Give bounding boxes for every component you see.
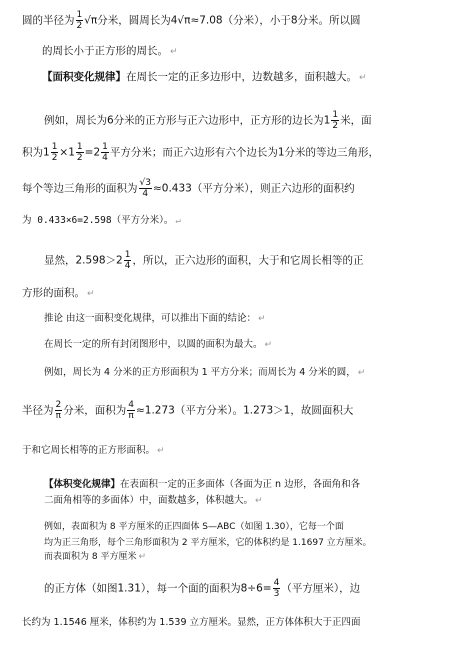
- text-line-19: [44, 550, 146, 564]
- section-heading: 【面积变化规律】: [42, 71, 126, 83]
- text-span: 而表面积为 8 平方厘米: [44, 552, 137, 562]
- fraction-denominator: 2: [332, 121, 339, 131]
- text-line-18: [44, 536, 372, 550]
- text-span: ×1: [59, 146, 75, 159]
- fraction-denominator: 2: [76, 153, 83, 163]
- paragraph-mark-icon: ↵: [138, 552, 146, 562]
- fraction: [273, 578, 281, 599]
- paragraph-mark-icon: ↵: [258, 314, 266, 324]
- fraction: [331, 110, 339, 131]
- fraction-numerator: 4: [128, 400, 134, 410]
- fraction-numerator: √3: [139, 178, 151, 188]
- text-span: 例如，周长为 4 分米的正方形面积为 1 平方分米；而周长为 4 分米的圆，: [44, 367, 356, 378]
- text-line-12: [44, 366, 365, 380]
- text-span: √π分米，圆周长为4√π≈7.08（分米），小于8分米。所以圆: [84, 14, 361, 27]
- text-line-7: [22, 214, 181, 228]
- text-span: 均为正三角形，每个三角形面积为 2 平方厘米，它的体积约是 1.1697 立方厘米。: [44, 538, 372, 548]
- text-span: 的正方体（如图1.31），每一个面的面积为8÷6=: [44, 582, 272, 595]
- fraction-denominator: 4: [102, 153, 108, 163]
- text-span: 例如，周长为6分米的正方形与正六边形中，正方形的边长为1: [44, 114, 331, 127]
- text-span: 为 0.433×6=2.598（平方分米）。: [22, 215, 174, 226]
- text-span: 米，面: [340, 114, 372, 127]
- text-line-2: [42, 44, 178, 59]
- text-line-13: [22, 400, 353, 421]
- fraction-numerator: 4: [273, 578, 280, 588]
- text-line-5: [22, 142, 379, 163]
- paragraph-mark-icon: ↵: [157, 446, 165, 456]
- text-span: 积为1: [22, 146, 50, 159]
- text-span: 长约为 1.1546 厘米，体积约为 1.539 立方厘米。显然，正方体体积大于正四面: [22, 617, 361, 628]
- text-span: 在表面积一定的正多面体（各面为正 n 边形，各面角和各: [120, 479, 361, 490]
- text-line-9: [22, 286, 95, 301]
- fraction-denominator: 4: [124, 261, 131, 271]
- paragraph-mark-icon: ↵: [170, 47, 178, 57]
- text-line-3: [42, 70, 367, 85]
- fraction-denominator: 2: [76, 21, 83, 31]
- fraction-denominator: 4: [142, 189, 149, 199]
- text-span: 平方分米；而正六边形有六个边长为1分米的等边三角形，: [109, 146, 380, 159]
- text-span: （平方厘米），边: [281, 582, 361, 595]
- text-span: 方形的面积。: [22, 287, 85, 299]
- paragraph-mark-icon: ↵: [359, 73, 367, 83]
- text-span: 于和它周长相等的正方形面积。: [22, 445, 156, 456]
- paragraph-mark-icon: ↵: [175, 216, 181, 226]
- fraction: [55, 400, 63, 421]
- fraction-numerator: 1: [76, 142, 83, 152]
- paragraph-mark-icon: ↵: [264, 340, 273, 350]
- fraction-denominator: 2: [51, 153, 58, 163]
- fraction: [101, 142, 109, 163]
- paragraph-mark-icon: ↵: [87, 289, 95, 299]
- text-span: 推论 由这一面积变化规律，可以推出下面的结论：: [44, 313, 257, 324]
- text-span: 例如，表面积为 8 平方厘米的正四面体 S—ABC（如图 1.30），它每一个面: [44, 522, 344, 532]
- fraction: [76, 10, 84, 31]
- text-span: ≈0.433（平方分米），则正六边形的面积约: [152, 182, 355, 195]
- text-span: 半径为: [22, 404, 54, 417]
- text-line-20: [44, 578, 360, 599]
- text-span: 每个等边三角形的面积为: [22, 182, 138, 195]
- fraction-denominator: π: [128, 411, 134, 421]
- text-line-4: [44, 110, 372, 131]
- fraction-numerator: 2: [55, 400, 62, 410]
- text-span: 在周长一定的正多边形中，边数越多，面积越大。: [126, 71, 357, 83]
- fraction-denominator: 3: [273, 589, 280, 599]
- fraction: [139, 178, 152, 199]
- fraction-numerator: 1: [102, 142, 108, 152]
- fraction: [124, 250, 132, 271]
- fraction-numerator: 1: [332, 110, 339, 120]
- text-span: 圆的半径为: [22, 14, 75, 27]
- text-span: 二面角相等的多面体）中，面数越多，体积越大。: [44, 495, 254, 506]
- text-line-17: [44, 520, 344, 534]
- text-span: ，所以，正六边形的面积，大于和它周长相等的正: [132, 254, 364, 267]
- section-heading: 【体积变化规律】: [44, 479, 121, 490]
- text-span: =2: [84, 146, 101, 159]
- text-line-6: [22, 178, 355, 199]
- text-line-8: [44, 250, 363, 271]
- text-span: 的周长小于正方形的周长。: [42, 45, 168, 57]
- text-span: 分米，面积为: [63, 404, 127, 417]
- text-line-11: [44, 338, 272, 352]
- fraction: [76, 142, 84, 163]
- text-line-1: [22, 10, 361, 31]
- text-line-16: [44, 494, 263, 508]
- text-span: ≈1.273（平方分米）。1.273＞1，故圆面积大: [135, 404, 354, 417]
- fraction-denominator: π: [55, 411, 62, 421]
- fraction-numerator: 1: [51, 142, 58, 152]
- text-line-21: [22, 616, 361, 630]
- paragraph-mark-icon: ↵: [255, 496, 263, 506]
- text-span: 显然，2.598＞2: [44, 254, 123, 267]
- text-line-15: [44, 478, 360, 492]
- text-line-10: [44, 312, 266, 326]
- text-line-14: [22, 444, 165, 458]
- fraction-numerator: 1: [76, 10, 83, 20]
- fraction-numerator: 1: [124, 250, 131, 260]
- paragraph-mark-icon: ↵: [357, 368, 366, 378]
- text-span: 在周长一定的所有封闭图形中，以圆的面积为最大。: [44, 339, 263, 350]
- fraction: [127, 400, 135, 421]
- fraction: [51, 142, 59, 163]
